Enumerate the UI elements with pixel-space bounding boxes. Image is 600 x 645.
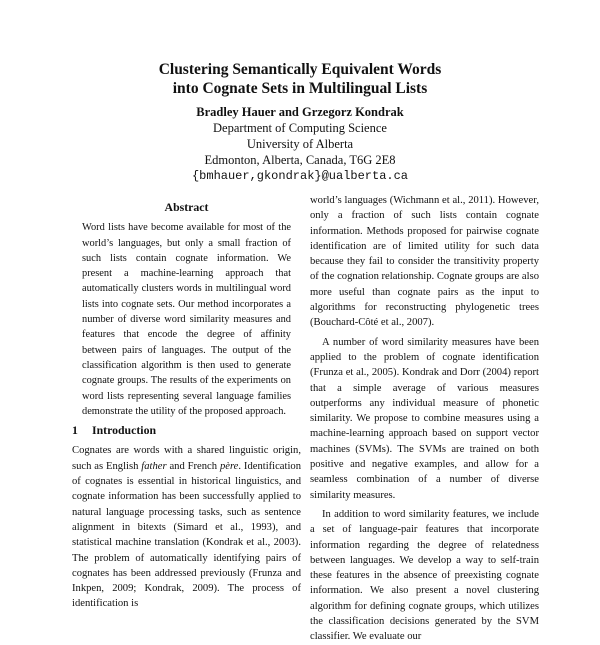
title-line-2: into Cognate Sets in Multilingual Lists	[172, 80, 428, 97]
author-block	[0, 104, 600, 184]
section-title: Introduction	[92, 423, 157, 438]
author-names: Bradley Hauer and Grzegorz Kondrak	[196, 105, 404, 119]
abstract-heading: Abstract	[164, 200, 209, 214]
author-university: University of Alberta	[246, 137, 354, 151]
right-paragraph-1: world’s languages (Wichmann et al., 2011). However, only a fraction of such lists contain cognate information. Methods proposed for pairwise cognate identification are of limited utility for such data because they fail to consider the transitivity property of the cognation relationship. Cognate groups are also more useful than cognate pairs as the input to algorithms for reconstructing phylogenetic trees (Bouchard-Côté et al., 2007).	[310, 195, 539, 329]
author-email: {bmhauer,gkondrak}@ualberta.ca	[191, 169, 409, 183]
right-paragraph-3: In addition to word similarity features, we include a set of language-pair features that incorporate information regarding the degree of relatedness between languages. We develop a way to self-train these features in the absence of preexisting cognate information. We also present a novel clustering algorithm for defining cognate groups, which utilizes the classification decisions generated by the SVM classifier. We evaluate our	[310, 508, 539, 643]
author-department: Department of Computing Science	[213, 121, 387, 135]
paper-title	[0, 60, 600, 98]
left-column	[72, 200, 301, 612]
example-word-father: father	[141, 460, 167, 472]
right-column	[310, 193, 539, 645]
example-word-pere: père	[219, 460, 239, 472]
right-paragraph-2: A number of word similarity measures have been applied to the problem of cognate identification (Frunza et al., 2005). Kondrak and Dorr (2004) report that a simple average of various measures outperforms any individual measure of phonetic similarity. We propose to combine measures using a machine-learning approach based on support vector machines (SVMs). The SVMs are trained on both positive and negative examples, and allow for a seamless combination of a number of diverse similarity measures.	[310, 336, 539, 501]
title-line-1: Clustering Semantically Equivalent Words	[158, 61, 442, 78]
intro-paragraph-1: Cognates are words with a shared linguistic origin, such as English father and French père. Identification of cognates is essential in historical linguistics, and cognate information has been successfully applied to natural language processing tasks, such as sentence alignment in bitexts (Simard et al., 1993), and statistical machine translation (Kondrak et al., 2003). The problem of automatically identifying pairs of cognates has been addressed previously (Frunza and Inkpen, 2009; Kondrak, 2009). The process of identification is	[72, 445, 301, 610]
section-heading	[72, 423, 301, 438]
author-address: Edmonton, Alberta, Canada, T6G 2E8	[204, 153, 396, 167]
section-number: 1	[72, 423, 78, 438]
abstract-text: Word lists have become available for most of the world’s languages, but only a small fraction of such lists contain cognate information. We present a machine-learning approach that automatically clusters words in multilingual word lists into cognate sets. Our method incorporates a number of diverse word similarity measures and features that encode the degree of affinity between pairs of languages. The output of the classification algorithm is then used to generate cognate groups. The results of the experiments on word lists representing several language families demonstrate the utility of the proposed approach.	[82, 222, 291, 417]
